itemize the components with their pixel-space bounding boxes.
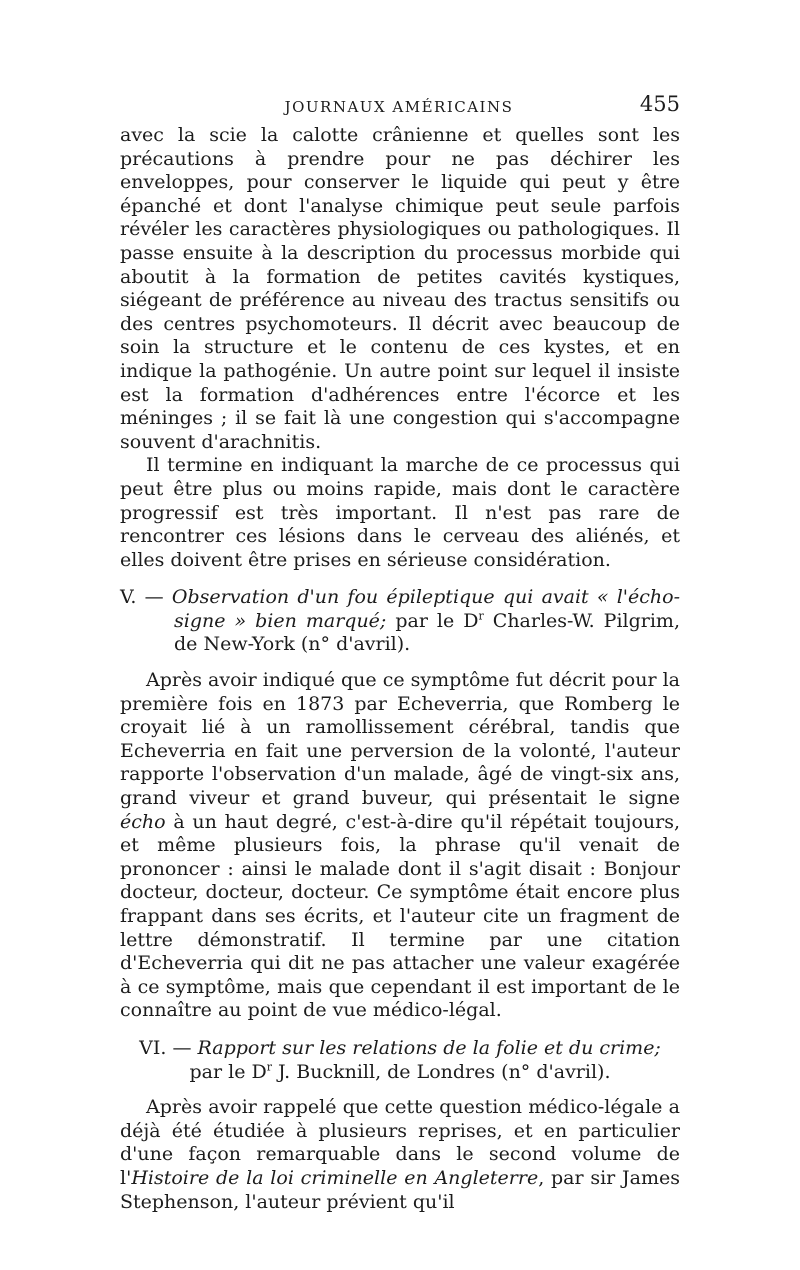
section-vi-author: J. Bucknill, de Londres (n° d'avril). — [271, 1060, 611, 1083]
page-header — [118, 92, 680, 122]
running-title: JOURNAUX AMÉRICAINS — [284, 98, 514, 116]
section-vi-italic-reference: Histoire de la loi criminelle en Angleterre — [131, 1166, 539, 1189]
section-vi-author-prefix: par le D — [189, 1060, 267, 1083]
section-vi-byline — [120, 1061, 680, 1085]
section-vi-title: Rapport sur les relations de la folie et du crime; — [197, 1036, 661, 1059]
paragraph-continuation: avec la scie la calotte crânienne et quelles sont les précautions à prendre pour ne pas déchirer les enveloppes, pour conserver le liquide qui peut y être épanché et dont l'analyse chimique peut seule parfois révéler les caractères physiologiques ou pathologiques. Il passe ensuite à la description du processus morbide qui aboutit à la formation de petites cavités kystiques, siégeant de préférence au niveau des tractus sensitifs ou des centres psychomoteurs. Il décrit avec beaucoup de soin la structure et le contenu de ces kystes, et en indique la pathogénie. Un autre point sur lequel il insiste est la formation d'adhérences entre l'écorce et les méninges ; il se fait là une congestion qui s'accompagne souvent d'arachnitis. — [120, 124, 680, 453]
section-v-author-sup: r — [478, 609, 484, 623]
section-v-heading — [120, 586, 680, 657]
section-vi-author-sup: r — [266, 1060, 272, 1074]
section-v-title: Observation d'un fou épileptique qui avait « l'écho-signe » bien marqué; — [171, 586, 680, 632]
section-vi-paragraph — [120, 1096, 680, 1214]
section-vi-text-start: Après avoir rappelé que cette question médico-légale a déjà été étudiée à plusieurs reprises, et en particulier d'une façon remarquable dans le second volume de l' — [120, 1096, 680, 1189]
section-v-author: Charles-W. Pilgrim, de New-York (n° d'avril). — [174, 609, 680, 656]
section-v-number: V. — — [120, 586, 164, 609]
section-vi-number: VI. — — [139, 1036, 192, 1059]
section-vi — [120, 1037, 680, 1214]
section-vi-text-end: , par sir James Stephenson, l'auteur prévient qu'il — [120, 1166, 680, 1213]
section-v-echo-word: écho — [120, 810, 166, 833]
paragraph-conclusion: Il termine en indiquant la marche de ce processus qui peut être plus ou moins rapide, mais dont le caractère progressif est très important. Il n'est pas rare de rencontrer ces lésions dans le cerveau des aliénés, et elles doivent être prises en sérieuse considération. — [120, 454, 680, 571]
section-v-paragraph — [120, 669, 680, 1023]
section-vi-heading — [120, 1037, 680, 1061]
page-number: 455 — [639, 92, 680, 116]
section-v-text-end: à un haut degré, c'est-à-dire qu'il répétait toujours, et même plusieurs fois, la phrase qu'il venait de prononcer : ainsi le malade dont il s'agit disait : Bonjour docteur, docteur, docteur. Ce symptôme était encore plus frappant dans ses écrits, et l'auteur cite un fragment de lettre démonstratif. Il termine par une citation d'Echeverria qui dit ne pas attacher une valeur exagérée à ce symptôme, mais que cependant il est important de le connaître au point de vue médico-légal. — [120, 810, 680, 1022]
section-v — [120, 586, 680, 1023]
section-v-author-prefix: par le D — [395, 609, 479, 632]
body-text — [120, 124, 680, 1214]
section-v-text-start: Après avoir indiqué que ce symptôme fut décrit pour la première fois en 1873 par Echeverria, que Romberg le croyait lié à un ramollissement cérébral, tandis que Echeverria en fait une perversion de la volonté, l'auteur rapporte l'observation d'un malade, âgé de vingt-six ans, grand viveur et grand buveur, qui présentait le signe — [120, 669, 680, 810]
